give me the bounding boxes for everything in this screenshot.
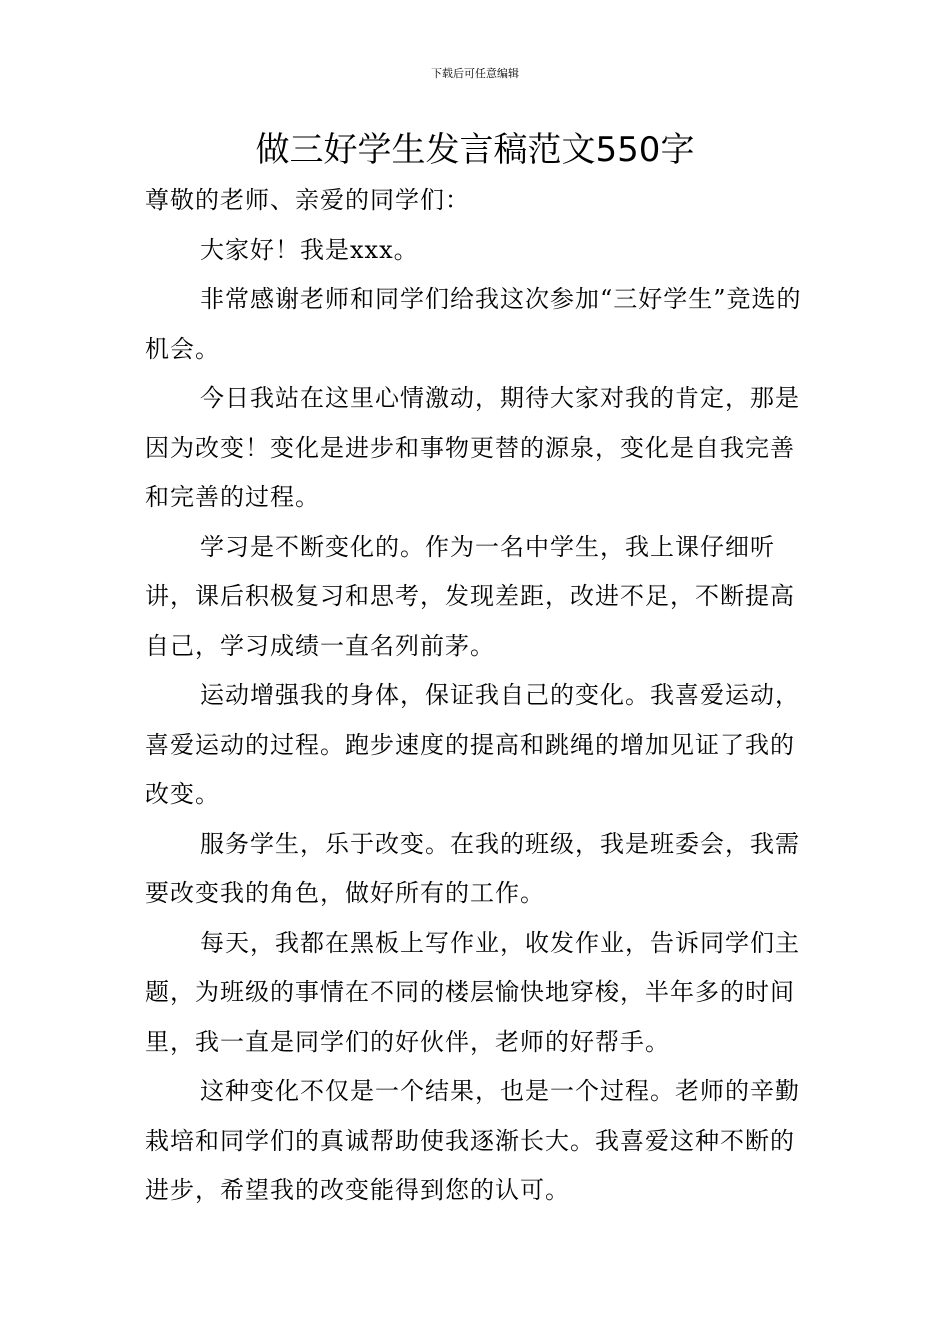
- paragraph-service: 服务学生，乐于改变。在我的班级，我是班委会，我需要改变我的角色，做好所有的工作。: [145, 829, 800, 907]
- paragraph-change-intro: 今日我站在这里心情激动，期待大家对我的肯定，那是因为改变！变化是进步和事物更替的源泉，变化是自我完善和完善的过程。: [145, 384, 800, 511]
- header-note: 下载后可任意编辑: [431, 67, 519, 80]
- salutation: 尊敬的老师、亲爱的同学们：: [145, 186, 470, 214]
- paragraph-study: 学习是不断变化的。作为一名中学生，我上课仔细听讲，课后积极复习和思考，发现差距，改进不足，不断提高自己，学习成绩一直名列前茅。: [145, 532, 795, 660]
- paragraph-sports: 运动增强我的身体，保证我自己的变化。我喜爱运动，喜爱运动的过程。跑步速度的提高和跳绳的增加见证了我的改变。: [145, 681, 800, 808]
- paragraph-daily-work: 每天，我都在黑板上写作业，收发作业，告诉同学们主题，为班级的事情在不同的楼层愉快地穿梭，半年多的时间里，我一直是同学们的好伙伴，老师的好帮手。: [145, 928, 800, 1056]
- paragraph-greeting: 大家好！我是xxx。: [200, 235, 419, 264]
- paragraph-conclusion: 这种变化不仅是一个结果，也是一个过程。老师的辛勤栽培和同学们的真诚帮助使我逐渐长大。我喜爱这种不断的进步，希望我的改变能得到您的认可。: [145, 1077, 800, 1204]
- paragraph-thanks: 非常感谢老师和同学们给我这次参加“三好学生”竞选的机会。: [145, 285, 802, 363]
- document-title: 做三好学生发言稿范文550字: [255, 130, 695, 170]
- document-body: [145, 176, 810, 1216]
